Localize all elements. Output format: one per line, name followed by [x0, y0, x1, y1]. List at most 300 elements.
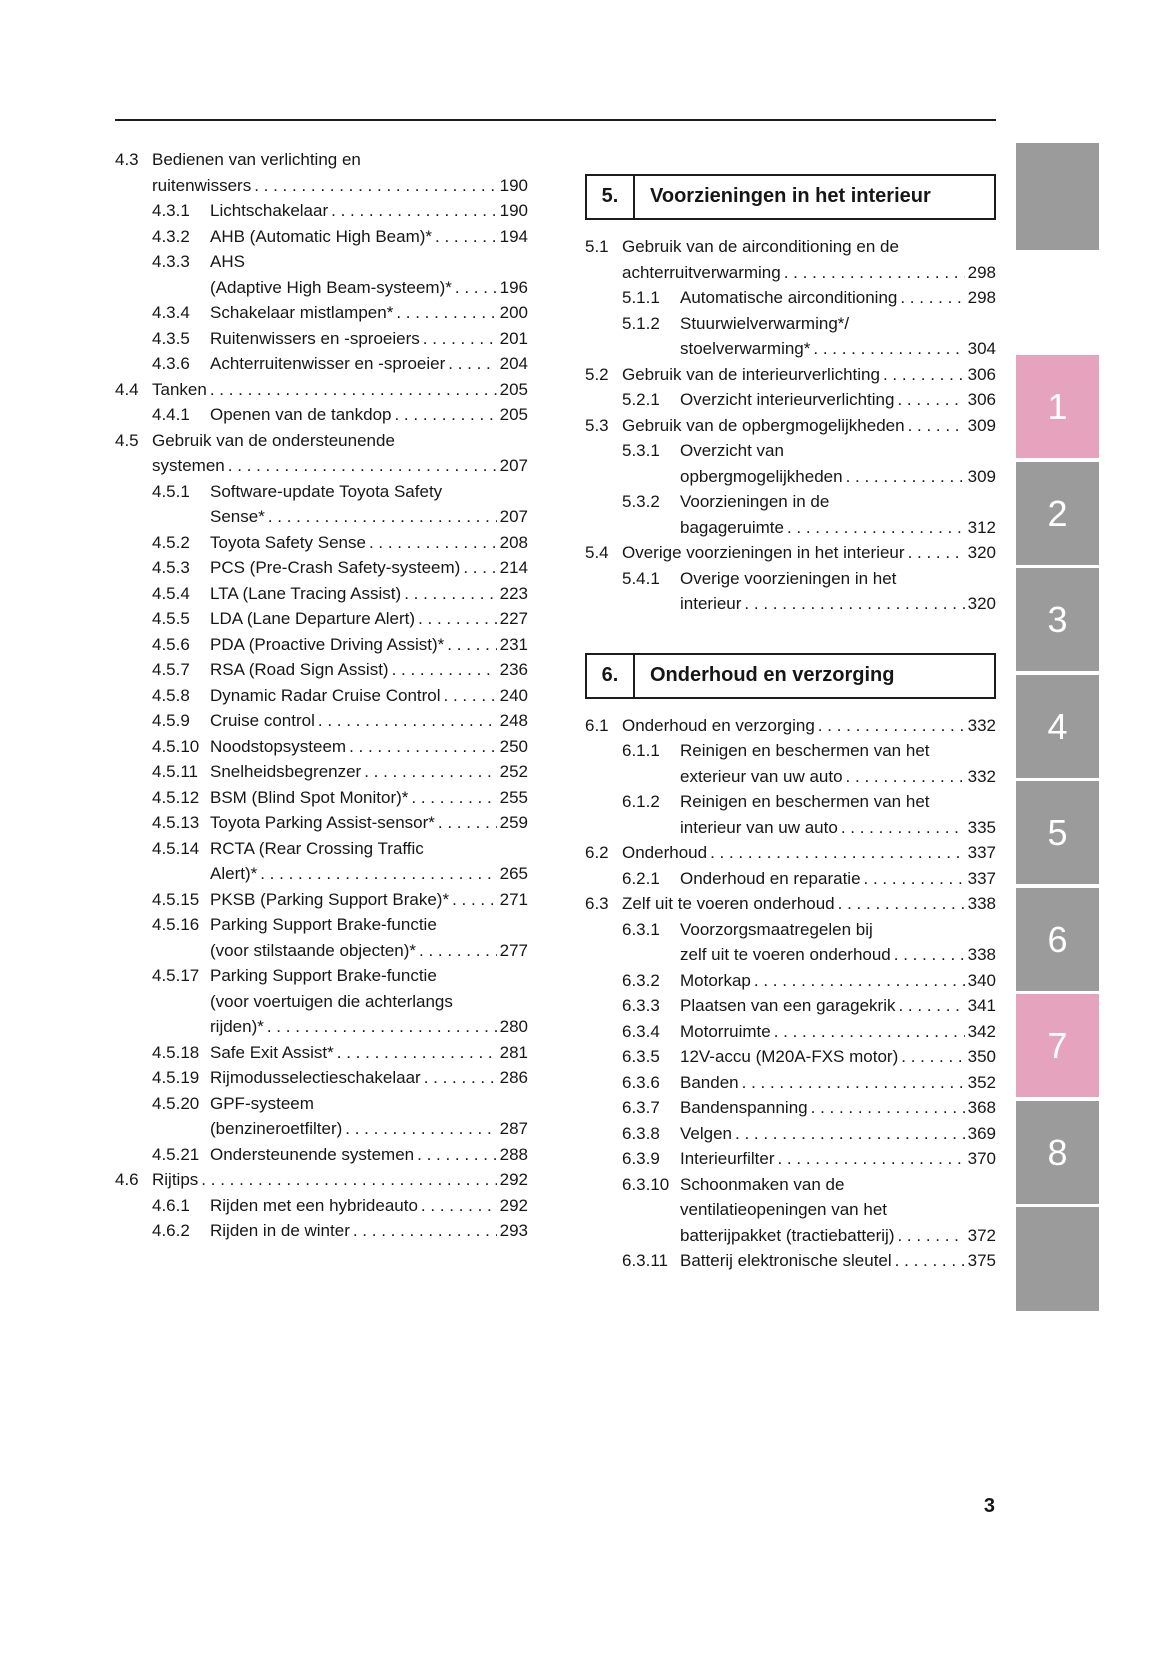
entry-page-number: 231	[499, 634, 528, 654]
dot-leader	[201, 1167, 496, 1193]
entry-number: 4.3.3	[152, 252, 190, 271]
entry-number: 4.5.7	[152, 660, 190, 679]
entry-number: 6.3.9	[622, 1149, 660, 1168]
entry-number: 5.1	[585, 237, 609, 256]
toc-entry-line	[115, 810, 528, 836]
toc-entry-line	[115, 377, 528, 403]
dot-leader	[337, 1040, 497, 1066]
dot-leader	[331, 198, 497, 224]
toc-entry-line	[585, 336, 996, 362]
entry-number: 6.3	[585, 894, 609, 913]
entry-number: 4.5.5	[152, 609, 190, 628]
dot-leader	[419, 938, 497, 964]
toc-entry-line	[115, 887, 528, 913]
entry-page-number: 342	[967, 1021, 996, 1041]
toc-entry-line	[115, 1065, 528, 1091]
dot-leader	[448, 351, 496, 377]
entry-page-number: 208	[499, 532, 528, 552]
entry-text: rijden)*	[210, 1017, 264, 1036]
entry-number: 4.3.5	[152, 328, 190, 348]
entry-text: (voor stilstaande objecten)*	[210, 940, 417, 960]
entry-number: 4.5.18	[152, 1042, 200, 1062]
entry-number: 6.3.6	[622, 1072, 660, 1092]
toc-entry-line	[115, 453, 528, 479]
toc-entry-line	[115, 912, 528, 938]
dot-leader	[818, 713, 965, 739]
entry-page-number: 306	[967, 364, 996, 384]
toc-entry-line	[585, 464, 996, 490]
entry-text: Lichtschakelaar	[210, 201, 329, 220]
entry-page-number: 277	[499, 940, 528, 960]
entry-text: (benzineroetfilter)	[210, 1119, 343, 1138]
toc-entry-line	[115, 1091, 528, 1117]
dot-leader	[435, 224, 497, 250]
entry-text: BSM (Blind Spot Monitor)*	[210, 787, 409, 807]
dot-leader	[418, 606, 497, 632]
entry-text: Bedienen van verlichting en	[152, 150, 361, 169]
entry-text: interieur	[680, 594, 742, 613]
entry-page-number: 306	[967, 390, 996, 409]
entry-text: ruitenwissers	[152, 175, 252, 195]
entry-number: 6.1.1	[622, 741, 660, 760]
entry-page-number: 248	[499, 711, 528, 730]
entry-page-number: 223	[499, 583, 528, 603]
entry-number: 5.4	[585, 543, 609, 562]
entry-number: 4.4.1	[152, 405, 190, 424]
entry-page-number: 332	[967, 766, 996, 786]
dot-leader	[787, 515, 965, 541]
entry-text: RCTA (Rear Crossing Traffic	[210, 838, 424, 858]
dot-leader	[754, 968, 965, 994]
toc-entry-line	[115, 1116, 528, 1142]
toc-entry-line	[585, 438, 996, 464]
dot-leader	[463, 555, 496, 581]
entry-page-number: 236	[499, 660, 528, 679]
toc-entry-line	[115, 198, 528, 224]
entry-number: 5.4.1	[622, 568, 660, 588]
toc-entry-line	[585, 1197, 996, 1223]
toc-entry-line	[585, 285, 996, 311]
toc-entry-line	[115, 479, 528, 505]
section-header-box	[585, 174, 996, 220]
toc-entry-line	[585, 1095, 996, 1121]
entry-number: 4.3.1	[152, 201, 190, 220]
entry-number: 4.5.15	[152, 889, 200, 909]
entry-number: 4.5.9	[152, 711, 190, 730]
dot-leader	[254, 173, 496, 199]
chapter-tab-3: 3	[1016, 568, 1099, 671]
toc-entry-line	[115, 734, 528, 760]
toc-entry-line	[115, 1167, 528, 1193]
dot-leader	[260, 861, 496, 887]
toc-entry-line	[115, 683, 528, 709]
entry-number: 4.5.1	[152, 481, 190, 501]
entry-text: (voor voertuigen die achterlangs	[210, 991, 453, 1011]
dot-leader	[455, 275, 497, 301]
entry-number: 6.3.8	[622, 1123, 660, 1143]
toc-entry-line	[585, 387, 996, 413]
toc-entry-line	[585, 1070, 996, 1096]
entry-text: achterruitverwarming	[622, 262, 781, 282]
toc-entry-line	[115, 173, 528, 199]
entry-page-number: 298	[967, 262, 996, 282]
entry-number: 4.5.8	[152, 685, 190, 705]
toc-entry-line	[115, 785, 528, 811]
entry-number: 6.1	[585, 715, 609, 735]
entry-text: Stuurwielverwarming*/	[680, 313, 850, 333]
dot-leader	[838, 891, 965, 917]
entry-text: Batterij elektronische sleutel	[680, 1251, 892, 1270]
entry-page-number: 207	[499, 507, 528, 526]
entry-number: 4.3.6	[152, 354, 190, 373]
toc-entry-line	[115, 1014, 528, 1040]
toc-entry-line	[585, 738, 996, 764]
toc-entry-line	[585, 1223, 996, 1249]
dot-leader	[353, 1218, 497, 1244]
entry-page-number: 259	[499, 813, 528, 832]
entry-number: 6.3.7	[622, 1098, 660, 1117]
toc-entry-line	[115, 861, 528, 887]
entry-page-number: 286	[499, 1068, 528, 1087]
toc-entry-line	[115, 989, 528, 1015]
entry-page-number: 320	[967, 543, 996, 562]
entry-text: Rijmodusselectieschakelaar	[210, 1068, 421, 1087]
entry-text: Rijden in de winter	[210, 1221, 350, 1240]
toc-entry-line	[585, 591, 996, 617]
dot-leader	[318, 708, 497, 734]
toc-entry-line	[585, 1019, 996, 1045]
entry-page-number: 207	[499, 456, 528, 475]
entry-text: Parking Support Brake-functie	[210, 966, 437, 985]
entry-page-number: 309	[967, 415, 996, 435]
entry-page-number: 369	[967, 1123, 996, 1143]
entry-text: Onderhoud en reparatie	[680, 868, 861, 888]
dot-leader	[394, 402, 496, 428]
toc-entry-line	[585, 891, 996, 917]
entry-number: 4.5.4	[152, 583, 190, 603]
entry-number: 5.2	[585, 364, 609, 384]
entry-text: Ruitenwissers en -sproeiers	[210, 328, 420, 348]
toc-entry-line	[115, 351, 528, 377]
dot-leader	[841, 815, 965, 841]
entry-text: PCS (Pre-Crash Safety-systeem)	[210, 558, 461, 577]
toc-entry-line	[585, 942, 996, 968]
dot-leader	[210, 377, 497, 403]
entry-text: Openen van de tankdop	[210, 405, 392, 424]
toc-entry-line	[115, 504, 528, 530]
entry-text: Zelf uit te voeren onderhoud	[622, 894, 835, 913]
entry-text: Toyota Parking Assist-sensor*	[210, 813, 435, 832]
toc-entry-line	[585, 764, 996, 790]
toc-entry-line	[585, 993, 996, 1019]
dot-leader	[396, 300, 496, 326]
entry-number: 4.5.19	[152, 1068, 200, 1087]
entry-number: 6.3.1	[622, 919, 660, 939]
entry-page-number: 352	[967, 1072, 996, 1092]
entry-text: Gebruik van de interieurverlichting	[622, 364, 880, 384]
toc-entry-line	[585, 260, 996, 286]
entry-text: Overige voorzieningen in het	[680, 568, 897, 588]
entry-text: Reinigen en beschermen van het	[680, 792, 930, 811]
entry-page-number: 205	[499, 405, 528, 424]
toc-entry-line	[115, 428, 528, 454]
entry-page-number: 265	[499, 864, 528, 883]
entry-number: 5.1.2	[622, 313, 660, 333]
entry-text: Snelheidsbegrenzer	[210, 762, 362, 781]
entry-number: 4.3.4	[152, 303, 190, 322]
toc-entry-line	[115, 759, 528, 785]
entry-page-number: 280	[499, 1017, 528, 1036]
entry-text: exterieur van uw auto	[680, 766, 843, 786]
entry-text: Parking Support Brake-functie	[210, 915, 437, 934]
toc-entry-line	[115, 275, 528, 301]
top-rule	[115, 119, 996, 121]
toc-entry-line	[585, 566, 996, 592]
entry-page-number: 240	[499, 685, 528, 705]
dot-leader	[908, 540, 965, 566]
entry-page-number: 312	[967, 517, 996, 537]
dot-leader	[895, 1248, 965, 1274]
chapter-tab-6: 6	[1016, 888, 1099, 991]
toc-entry-line	[585, 311, 996, 337]
entry-page-number: 200	[499, 303, 528, 322]
entry-text: Alert)*	[210, 864, 258, 883]
entry-text: Noodstopsysteem	[210, 736, 347, 756]
entry-number: 6.2	[585, 843, 609, 862]
entry-number: 5.1.1	[622, 288, 660, 307]
entry-page-number: 271	[499, 889, 528, 909]
entry-text: Reinigen en beschermen van het	[680, 741, 930, 760]
entry-page-number: 190	[499, 201, 528, 220]
entry-text: interieur van uw auto	[680, 817, 838, 837]
entry-text: Voorzorgsmaatregelen bij	[680, 919, 873, 939]
entry-number: 6.2.1	[622, 868, 660, 888]
entry-text: Overzicht van	[680, 441, 784, 460]
toc-entry-line	[115, 402, 528, 428]
dot-leader	[364, 759, 496, 785]
entry-text: PKSB (Parking Support Brake)*	[210, 889, 450, 909]
toc-entry-line	[115, 1040, 528, 1066]
dot-leader	[735, 1121, 965, 1147]
section-title: Voorzieningen in het interieur	[650, 185, 931, 208]
entry-page-number: 335	[967, 817, 996, 837]
entry-number: 6.3.3	[622, 996, 660, 1015]
entry-text: batterijpakket (tractiebatterij)	[680, 1225, 895, 1245]
entry-page-number: 287	[499, 1119, 528, 1138]
section-number: 6.	[587, 655, 635, 697]
section-number: 5.	[587, 176, 635, 218]
entry-text: stoelverwarming*	[680, 339, 811, 358]
dot-leader	[444, 683, 497, 709]
dot-leader	[421, 1193, 497, 1219]
entry-page-number: 281	[499, 1042, 528, 1062]
entry-text: Bandenspanning	[680, 1098, 808, 1117]
dot-leader	[345, 1116, 496, 1142]
entry-page-number: 309	[967, 466, 996, 486]
entry-page-number: 375	[967, 1251, 996, 1270]
entry-page-number: 320	[967, 594, 996, 613]
entry-number: 6.3.11	[622, 1251, 669, 1270]
toc-entry-line	[115, 249, 528, 275]
entry-page-number: 350	[967, 1047, 996, 1066]
entry-number: 4.6.2	[152, 1221, 190, 1240]
entry-number: 4.6	[115, 1170, 139, 1189]
toc-entry-line	[115, 1142, 528, 1168]
entry-page-number: 196	[499, 277, 528, 297]
entry-text: Ondersteunende systemen	[210, 1144, 415, 1164]
entry-page-number: 214	[499, 558, 528, 577]
chapter-tab-1: 1	[1016, 355, 1099, 458]
entry-text: LTA (Lane Tracing Assist)	[210, 583, 402, 603]
page-number: 3	[983, 1495, 995, 1517]
entry-text: LDA (Lane Departure Alert)	[210, 609, 416, 628]
entry-text: 12V-accu (M20A-FXS motor)	[680, 1047, 899, 1066]
entry-page-number: 205	[499, 379, 528, 399]
entry-number: 4.5.3	[152, 558, 190, 577]
dot-leader	[744, 591, 964, 617]
entry-text: Software-update Toyota Safety	[210, 481, 443, 501]
toc-entry-line	[115, 1193, 528, 1219]
dot-leader	[423, 326, 497, 352]
entry-page-number: 368	[967, 1098, 996, 1117]
entry-page-number: 370	[967, 1149, 996, 1168]
entry-number: 4.5.16	[152, 915, 200, 934]
entry-number: 6.3.2	[622, 970, 660, 990]
toc-entry-line	[115, 326, 528, 352]
chapter-tab-2: 2	[1016, 462, 1099, 565]
toc-entry-line	[585, 1248, 996, 1274]
toc-entry-line	[115, 224, 528, 250]
entry-number: 4.5	[115, 430, 139, 450]
entry-page-number: 252	[499, 762, 528, 781]
entry-number: 6.3.10	[622, 1174, 670, 1194]
entry-number: 4.3	[115, 150, 139, 169]
dot-leader	[894, 942, 965, 968]
dot-leader	[438, 810, 497, 836]
toc-entry-line	[115, 300, 528, 326]
entry-number: 4.5.17	[152, 966, 200, 985]
entry-text: Interieurfilter	[680, 1149, 775, 1168]
entry-page-number: 250	[499, 736, 528, 756]
dot-leader	[411, 785, 496, 811]
entry-text: AHB (Automatic High Beam)*	[210, 226, 433, 246]
dot-leader	[908, 413, 965, 439]
dot-leader	[417, 1142, 497, 1168]
entry-text: (Adaptive High Beam-systeem)*	[210, 277, 452, 297]
entry-number: 4.5.13	[152, 813, 200, 832]
entry-number: 4.5.20	[152, 1093, 200, 1113]
entry-text: Gebruik van de airconditioning en de	[622, 237, 899, 256]
entry-number: 5.3.1	[622, 441, 660, 460]
dot-leader	[784, 260, 965, 286]
dot-leader	[392, 657, 497, 683]
section-title: Onderhoud en verzorging	[650, 663, 895, 686]
entry-text: opbergmogelijkheden	[680, 466, 843, 486]
chapter-tab-blank	[1016, 143, 1099, 250]
dot-leader	[710, 840, 965, 866]
entry-page-number: 341	[967, 996, 996, 1015]
dot-leader	[349, 734, 497, 760]
toc-entry-line	[585, 362, 996, 388]
dot-leader	[404, 581, 496, 607]
toc-entry-line	[585, 917, 996, 943]
entry-text: Schoonmaken van de	[680, 1174, 845, 1194]
entry-text: ventilatieopeningen van het	[680, 1200, 887, 1219]
entry-number: 6.3.4	[622, 1021, 660, 1041]
toc-left-column	[115, 147, 528, 1244]
toc-entry-line	[585, 713, 996, 739]
toc-entry-line	[115, 657, 528, 683]
toc-entry-line	[115, 836, 528, 862]
entry-number: 4.5.11	[152, 762, 199, 781]
dot-leader	[883, 362, 965, 388]
entry-text: Voorzieningen in de	[680, 492, 830, 511]
entry-number: 5.3.2	[622, 492, 660, 511]
entry-number: 4.6.1	[152, 1195, 190, 1215]
entry-text: Tanken	[152, 379, 207, 399]
chapter-tab-blank	[1016, 1207, 1099, 1311]
toc-right-column	[585, 174, 996, 1274]
entry-text: Overzicht interieurverlichting	[680, 390, 895, 409]
dot-leader	[777, 1146, 964, 1172]
toc-entry-line	[115, 581, 528, 607]
dot-leader	[846, 764, 965, 790]
dot-leader	[864, 866, 965, 892]
toc-entry-line	[585, 540, 996, 566]
entry-number: 6.3.5	[622, 1047, 660, 1066]
dot-leader	[267, 1014, 497, 1040]
entry-text: Banden	[680, 1072, 739, 1092]
section-header-box	[585, 653, 996, 699]
chapter-tab-4: 4	[1016, 675, 1099, 778]
entry-text: Onderhoud	[622, 843, 708, 862]
entry-page-number: 227	[499, 609, 528, 628]
dot-leader	[447, 632, 496, 658]
entry-text: Safe Exit Assist*	[210, 1042, 334, 1062]
dot-leader	[900, 285, 964, 311]
toc-entry-line	[115, 1218, 528, 1244]
entry-text: Motorkap	[680, 970, 751, 990]
entry-page-number: 204	[499, 354, 528, 373]
entry-page-number: 340	[967, 970, 996, 990]
dot-leader	[846, 464, 965, 490]
entry-page-number: 190	[499, 175, 528, 195]
entry-number: 4.5.10	[152, 736, 200, 756]
toc-entry-line	[585, 515, 996, 541]
toc-entry-line	[585, 1044, 996, 1070]
entry-text: zelf uit te voeren onderhoud	[680, 945, 891, 964]
entry-page-number: 298	[967, 288, 996, 307]
toc-entry-line	[115, 708, 528, 734]
entry-number: 4.5.6	[152, 634, 190, 654]
entry-page-number: 194	[499, 226, 528, 246]
dot-leader	[897, 1223, 964, 1249]
entry-page-number: 255	[499, 787, 528, 807]
entry-text: systemen	[152, 456, 225, 475]
entry-number: 4.5.12	[152, 787, 200, 807]
toc-entry-line	[585, 968, 996, 994]
dot-leader	[424, 1065, 497, 1091]
dot-leader	[268, 504, 497, 530]
entry-number: 4.5.14	[152, 838, 200, 858]
dot-leader	[369, 530, 497, 556]
toc-entry-line	[115, 632, 528, 658]
entry-text: Onderhoud en verzorging	[622, 715, 815, 735]
entry-text: Schakelaar mistlampen*	[210, 303, 394, 322]
entry-text: Plaatsen van een garagekrik	[680, 996, 896, 1015]
toc-entry-line	[115, 530, 528, 556]
entry-text: Gebruik van de opbergmogelijkheden	[622, 415, 905, 435]
